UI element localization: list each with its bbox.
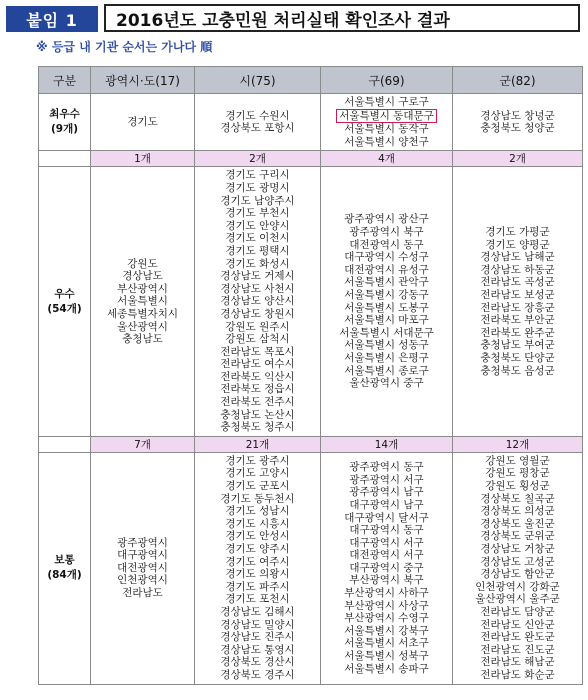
list-item: 전라남도 화순군: [480, 668, 555, 681]
district-list: [321, 94, 453, 151]
city-list: [195, 94, 321, 151]
list-item: 서울특별시 마포구: [344, 314, 429, 327]
count-cell: 12개: [453, 436, 583, 452]
list-item: 충청북도 청주시: [220, 421, 295, 434]
list-item: 대구광역시: [117, 549, 168, 562]
list-item: 서울특별시 송파구: [344, 662, 429, 675]
list-item: 서울특별시 강북구: [344, 624, 429, 637]
list-item: 서울특별시 구로구: [344, 96, 429, 108]
count-cell: 2개: [195, 151, 321, 167]
list-item: 전라남도 목포시: [220, 345, 295, 358]
list-item: 서울특별시 종로구: [344, 364, 429, 377]
list-item: 서울특별시 은평구: [344, 351, 429, 364]
list-item: 경기도 성남시: [225, 505, 290, 518]
district-list: [321, 167, 453, 436]
list-item: 전라북도 전주시: [220, 396, 295, 409]
list-item: 경상남도 사천시: [220, 282, 295, 295]
header-metro: 광역시·도(17): [91, 67, 195, 94]
metro-list: [91, 94, 195, 151]
list-item: 경기도 가평군: [485, 226, 550, 239]
count-row: [39, 436, 583, 452]
list-item: 울산광역시: [117, 320, 168, 333]
list-item: 경기도 파주시: [225, 580, 290, 593]
list-item: 부산광역시 사하구: [344, 587, 429, 600]
grade-excellent-cell: [39, 167, 91, 436]
header-county: 군(82): [453, 67, 583, 94]
list-item: 경기도 구리시: [225, 169, 290, 182]
list-item: 경상남도 거제시: [220, 270, 295, 283]
list-item: 서울특별시 동작구: [344, 123, 429, 136]
appendix-badge: 붙임 1: [6, 6, 98, 32]
list-item: 경기도 여주시: [225, 555, 290, 568]
list-item: 경상남도: [122, 270, 163, 283]
list-item: 경상남도 창녕군: [480, 109, 555, 122]
list-item: 광주광역시 북구: [349, 226, 424, 239]
list-item: 전라남도 담양군: [480, 605, 555, 618]
list-item: 서울특별시 서대문구: [339, 326, 434, 339]
grade-count: (9개): [50, 123, 79, 136]
list-item: 충청북도 음성군: [480, 364, 555, 377]
list-item: 충청남도 논산시: [220, 408, 295, 421]
list-item: 대구광역시 서구: [349, 536, 424, 549]
list-item: 충청남도: [122, 333, 163, 346]
list-item: 광주광역시 동구: [349, 461, 424, 474]
county-list: [453, 167, 583, 436]
list-item: 경상북도 칠곡군: [480, 492, 555, 505]
list-item: 경상남도 고성군: [480, 555, 555, 568]
list-item: 전라남도 여수시: [220, 358, 295, 371]
count-row: [39, 151, 583, 167]
list-item: 강원도 횡성군: [485, 480, 550, 493]
list-item: 경기도 안성시: [225, 530, 290, 543]
list-item: 서울특별시 성북구: [344, 650, 429, 663]
list-item: 충청북도 청양군: [480, 122, 555, 135]
list-item: 전라북도 익산시: [220, 370, 295, 383]
list-item: 경기도 동두천시: [220, 492, 295, 505]
county-list: [453, 452, 583, 684]
list-item: 경기도 고양시: [225, 467, 290, 480]
list-item: 대구광역시 달서구: [344, 511, 429, 524]
list-item: 경상남도 김해시: [220, 605, 295, 618]
list-item: 대구광역시 동구: [349, 524, 424, 537]
list-item: 대전광역시: [117, 561, 168, 574]
grade-normal-cell: [39, 452, 91, 684]
list-item: 광주광역시 광산구: [344, 213, 429, 226]
list-item: 부산광역시 수영구: [344, 612, 429, 625]
list-item: 경상북도 군위군: [480, 530, 555, 543]
list-item: 서울특별시 관악구: [344, 276, 429, 289]
grade-label: 보통: [54, 554, 75, 567]
count-cell: 2개: [453, 151, 583, 167]
list-item: 경기도 이천시: [225, 232, 290, 245]
list-item: 대전광역시 동구: [349, 238, 424, 251]
list-item: 경기도 수원시: [225, 109, 290, 122]
metro-list: [91, 167, 195, 436]
list-item: [321, 109, 452, 124]
count-row-spacer: [39, 151, 91, 167]
list-item: 서울특별시: [117, 295, 168, 308]
list-item: 울산광역시 울주군: [475, 593, 560, 606]
list-item: 경기도 평택시: [225, 244, 290, 257]
list-item: 경기도 의왕시: [225, 568, 290, 581]
list-item: 경기도 시흥시: [225, 517, 290, 530]
list-item: 경상남도 거창군: [480, 543, 555, 555]
list-item: 강원도 원주시: [225, 320, 290, 333]
list-item: 충청남도 부여군: [480, 339, 555, 352]
list-item: 경상남도 밀양시: [220, 618, 295, 631]
list-item: 인천광역시: [117, 574, 168, 587]
grade-count: (54개): [47, 302, 82, 315]
list-item: 경상남도 창원시: [220, 307, 295, 320]
list-item: 서울특별시 서초구: [344, 637, 429, 650]
list-item: 경기도 광주시: [225, 454, 290, 467]
results-table: [38, 66, 583, 685]
list-item: 경기도: [127, 115, 158, 128]
list-item: 강원도 영월군: [485, 454, 550, 467]
list-item: 경기도 부천시: [225, 207, 290, 220]
count-cell: 7개: [91, 436, 195, 452]
list-item: 강원도: [127, 257, 158, 270]
county-list: [453, 94, 583, 151]
list-item: 서울특별시 도봉구: [344, 301, 429, 314]
list-item: 경기도 안양시: [225, 219, 290, 232]
list-item: 전라남도 장흥군: [480, 301, 555, 314]
list-item: 대구광역시 중구: [349, 561, 424, 574]
district-list: [321, 452, 453, 684]
grade-top-cell: [39, 94, 91, 151]
header-city: 시(75): [195, 67, 321, 94]
list-item: 광주광역시: [117, 536, 168, 549]
list-item: 울산광역시 중구: [349, 377, 424, 390]
list-item: 경상북도 의성군: [480, 505, 555, 518]
list-item: 전라남도 보성군: [480, 289, 555, 302]
count-cell: 1개: [91, 151, 195, 167]
list-item: 세종특별자치시: [106, 307, 178, 320]
ordering-note: ※ 등급 내 기관 순서는 가나다 順: [36, 40, 213, 54]
list-item: 강원도 삼척시: [225, 333, 290, 346]
table-row: [39, 94, 583, 151]
list-item: 경상남도 양산시: [220, 295, 295, 308]
list-item: 전라북도 부안군: [480, 314, 555, 327]
list-item: 경기도 군포시: [225, 480, 290, 493]
list-item: 대전광역시 유성구: [344, 263, 429, 276]
list-item: 광주광역시 서구: [349, 473, 424, 486]
list-item: 경기도 남양주시: [220, 194, 295, 207]
header-district: 구(69): [321, 67, 453, 94]
list-item: 경상북도 울진군: [480, 517, 555, 530]
list-item: 강원도 평창군: [485, 467, 550, 480]
table-header-row: [39, 67, 583, 94]
list-item: 인천광역시 강화군: [475, 580, 560, 593]
list-item: 부산광역시 사상구: [344, 599, 429, 612]
grade-label: 최우수: [49, 108, 80, 121]
list-item: 경기도 포천시: [225, 593, 290, 606]
list-item: 서울특별시 강동구: [344, 289, 429, 302]
list-item: 대전광역시 서구: [349, 549, 424, 562]
list-item: 경상북도 경산시: [220, 656, 295, 669]
metro-list: [91, 452, 195, 684]
list-item: 부산광역시: [117, 282, 168, 295]
list-item: 경상북도 경주시: [220, 668, 295, 681]
table-body: [39, 94, 583, 685]
city-list: [195, 452, 321, 684]
list-item: 경기도 양평군: [485, 238, 550, 251]
list-item: 전라남도 진도군: [480, 643, 555, 656]
highlighted-item: 서울특별시 동대문구: [336, 109, 437, 124]
count-cell: 14개: [321, 436, 453, 452]
list-item: 대구광역시 남구: [349, 498, 424, 511]
list-item: 전라북도 정읍시: [220, 383, 295, 396]
grade-label: 우수: [54, 287, 75, 300]
list-item: 부산광역시 북구: [349, 574, 424, 587]
count-row-spacer: [39, 436, 91, 452]
list-item: 전라남도: [122, 587, 163, 600]
count-cell: 21개: [195, 436, 321, 452]
list-item: 경상남도 남해군: [480, 251, 555, 264]
city-list: [195, 167, 321, 436]
list-item: 광주광역시 남구: [349, 486, 424, 499]
list-item: 경기도 광명시: [225, 181, 290, 194]
list-item: 전라남도 곡성군: [480, 276, 555, 289]
list-item: 전라남도 완도군: [480, 631, 555, 644]
list-item: 전라북도 완주군: [480, 326, 555, 339]
document-header: [6, 4, 582, 34]
table-row: [39, 167, 583, 436]
list-item: 대구광역시 수성구: [344, 251, 429, 264]
document-title: 2016년도 고충민원 처리실태 확인조사 결과: [104, 4, 580, 32]
list-item: 경상남도 통영시: [220, 643, 295, 656]
list-item: 경상북도 포항시: [220, 122, 295, 135]
list-item: 경상남도 함안군: [480, 568, 555, 581]
grade-count: (84개): [47, 569, 82, 582]
list-item: 충청북도 단양군: [480, 351, 555, 364]
list-item: 서울특별시 성동구: [344, 339, 429, 352]
list-item: 경기도 화성시: [225, 257, 290, 270]
list-item: 전라남도 신안군: [480, 618, 555, 631]
count-cell: 4개: [321, 151, 453, 167]
list-item: 전라남도 해남군: [480, 656, 555, 669]
header-category: 구분: [39, 67, 91, 94]
table-row: [39, 452, 583, 684]
list-item: 경기도 양주시: [225, 543, 290, 555]
list-item: 서울특별시 양천구: [344, 135, 429, 148]
list-item: 경상남도 하동군: [480, 263, 555, 276]
list-item: 경상남도 진주시: [220, 631, 295, 644]
